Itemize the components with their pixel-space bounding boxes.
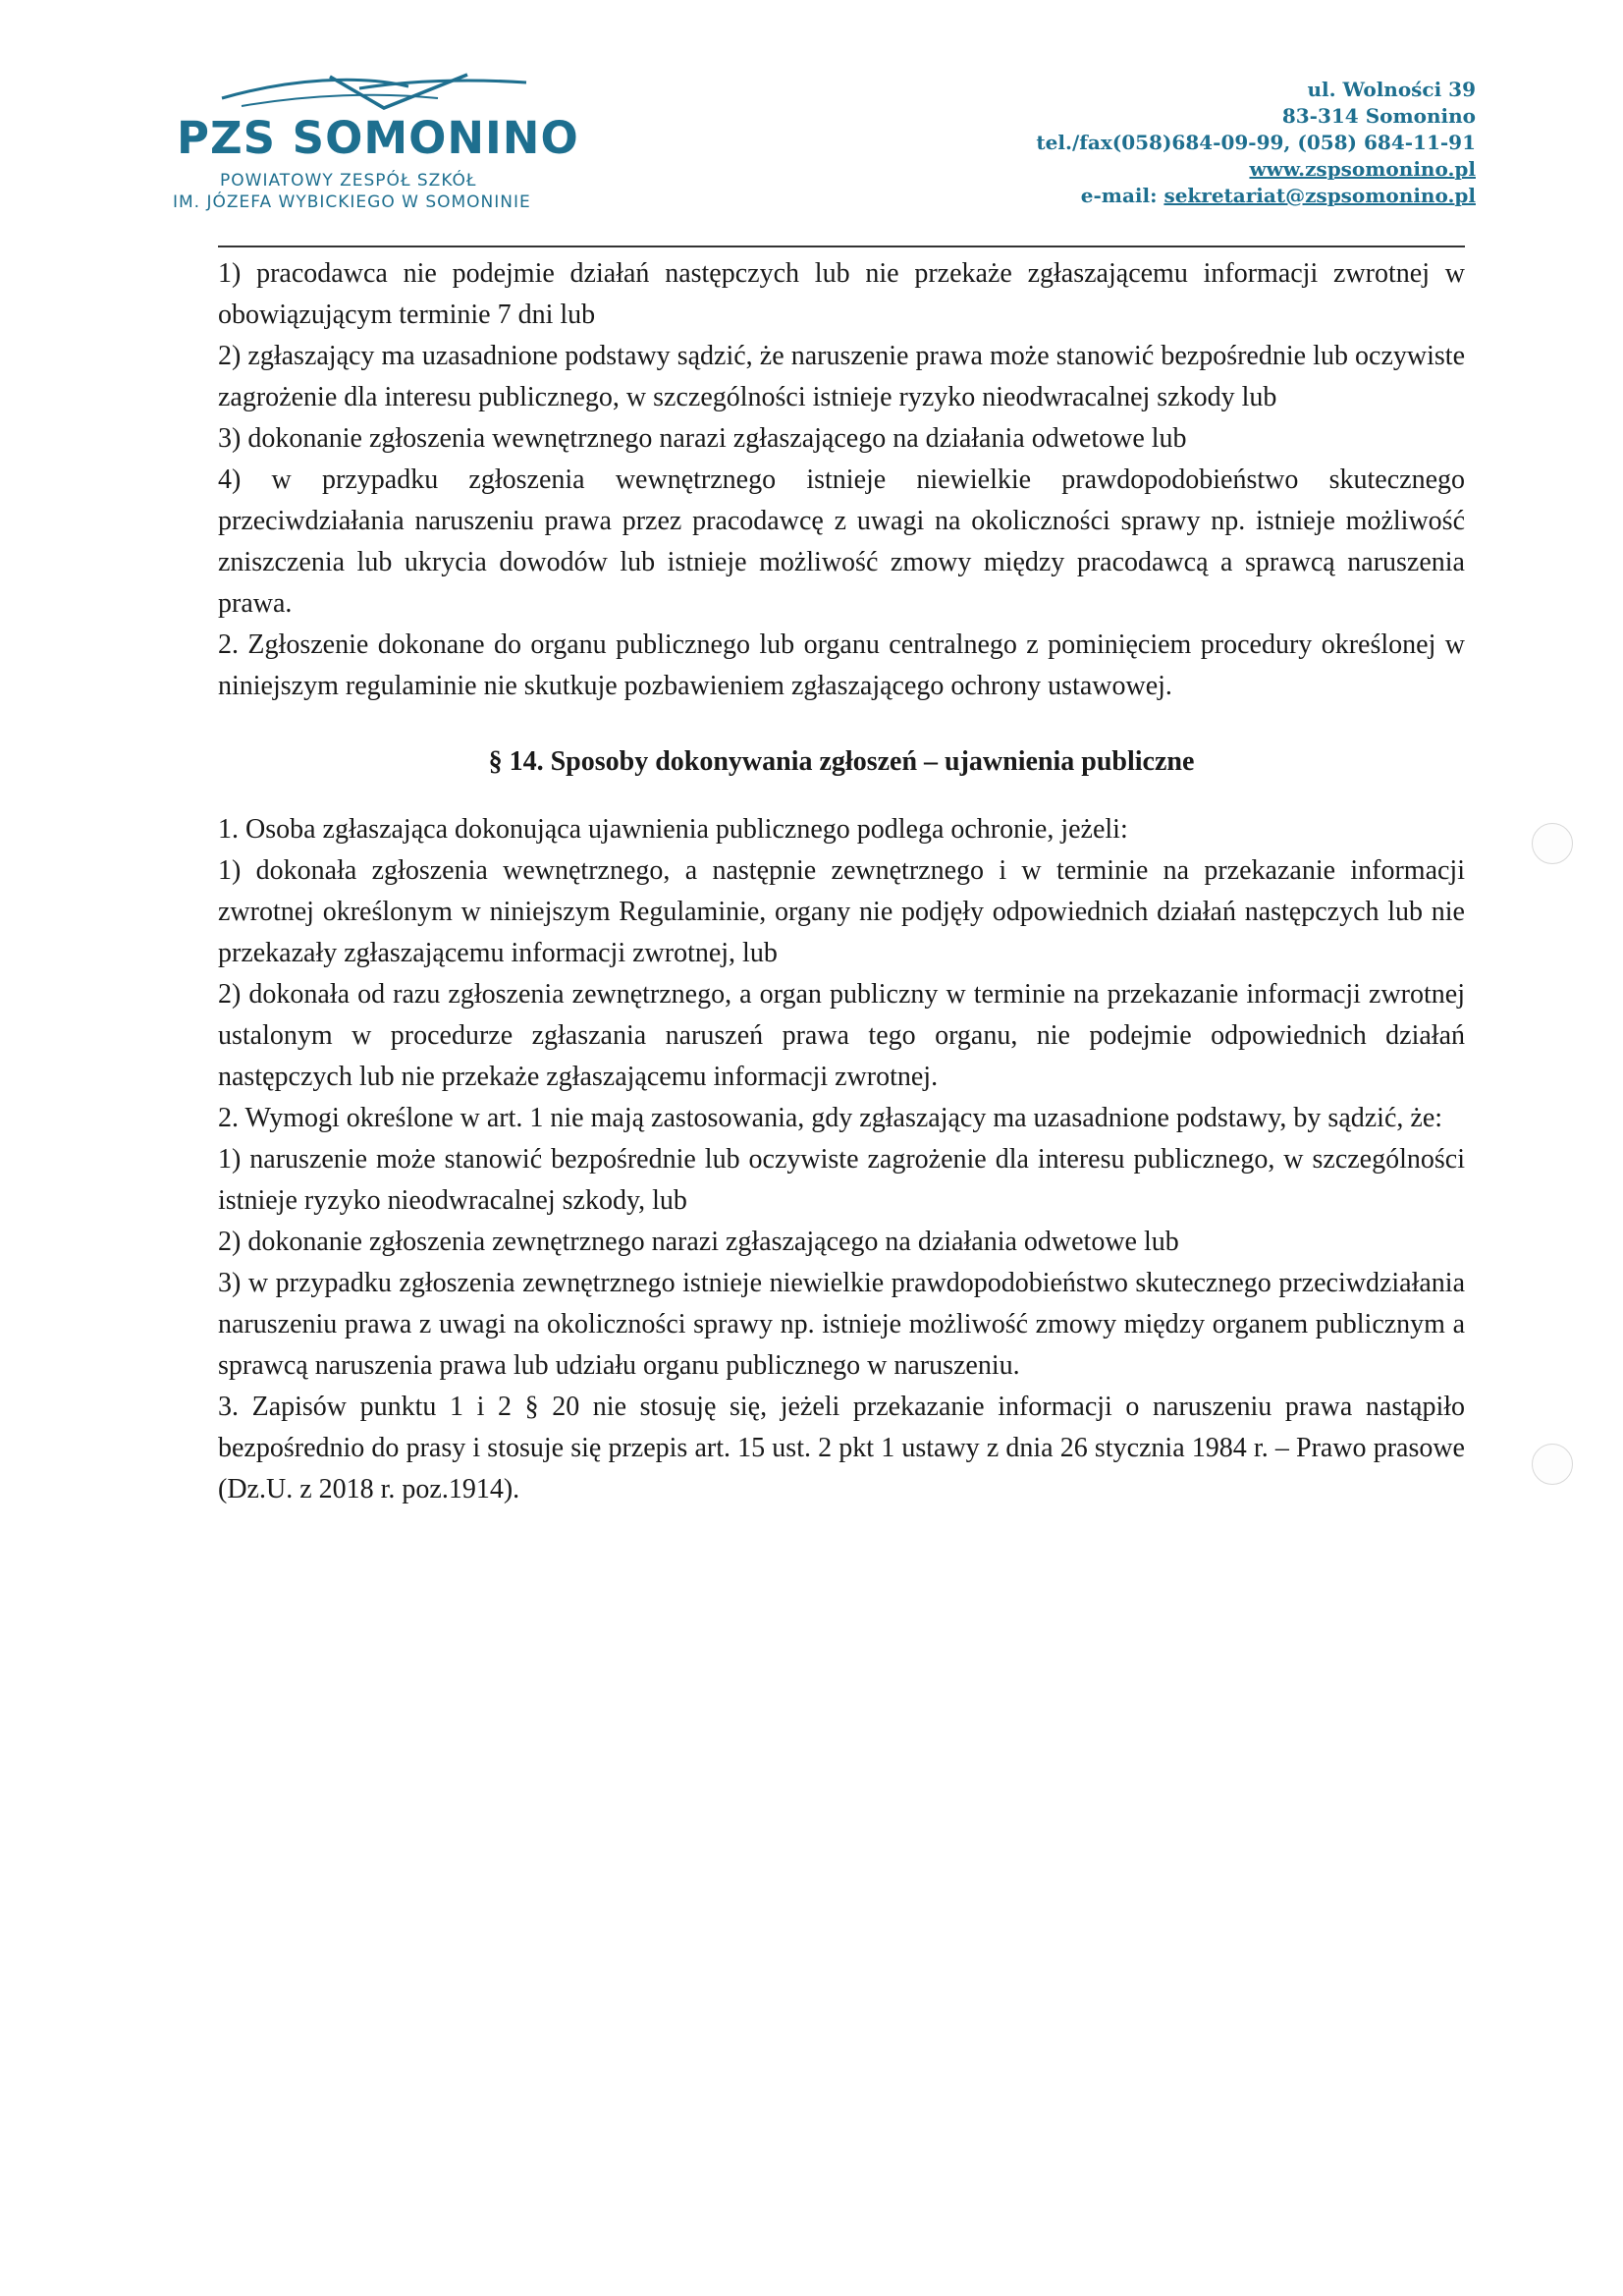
website-link[interactable]: www.zspsomonino.pl [1249, 157, 1476, 181]
paragraph: 2) zgłaszający ma uzasadnione podstawy sądzić, że naruszenie prawa może stanowić bezpośrednie lub oczywiste zagrożenie dla interesu publicznego, w szczególności istnieje ryzyko nieodwracalnej szkody lub [218, 341, 1465, 412]
logo-subtitle-line2: IM. JÓZEFA WYBICKIEGO W SOMONINIE [173, 192, 531, 212]
paragraph: 2. Zgłoszenie dokonane do organu publicznego lub organu centralnego z pominięciem procedury określonej w niniejszym regulaminie nie skutkuje pozbawieniem zgłaszającego ochrony ustawowej. [218, 629, 1465, 701]
email-link[interactable]: sekretariat@zspsomonino.pl [1163, 184, 1476, 207]
paragraph: 2) dokonała od razu zgłoszenia zewnętrznego, a organ publiczny w terminie na przekazanie informacji zwrotnej ustalonym w procedurze zgłaszania naruszeń prawa tego organu, nie podejmie odpowiednich działań następczych lub nie przekaże zgłaszającemu informacji zwrotnej. [218, 979, 1465, 1092]
punch-hole-mark [1532, 1444, 1573, 1485]
logo-subtitle-line1: POWIATOWY ZESPÓŁ SZKÓŁ [220, 171, 477, 191]
paragraph: 1) pracodawca nie podejmie działań następczych lub nie przekaże zgłaszającemu informacji zwrotnej w obowiązującym terminie 7 dni lub [218, 258, 1465, 330]
paragraph: 1) naruszenie może stanowić bezpośrednie lub oczywiste zagrożenie dla interesu publicznego, w szczególności istnieje ryzyko nieodwracalnej szkody, lub [218, 1144, 1465, 1216]
punch-hole-mark [1532, 823, 1573, 864]
paragraph: 1. Osoba zgłaszająca dokonująca ujawnienia publicznego podlega ochronie, jeżeli: [218, 814, 1128, 845]
contact-block [1036, 77, 1476, 209]
document-body [218, 253, 1465, 1510]
phone-number: tel./fax(058)684-09-99, (058) 684-11-91 [1036, 131, 1476, 154]
email-label: e-mail: [1080, 184, 1164, 207]
address-city: 83-314 Somonino [1281, 104, 1476, 128]
logo-swoosh-icon [212, 69, 536, 114]
paragraph: 4) w przypadku zgłoszenia wewnętrznego istnieje niewielkie prawdopodobieństwo skutecznego przeciwdziałania naruszeniu prawa przez pracodawcę z uwagi na okoliczności sprawy np. istnieje możliwość zniszczenia lub ukrycia dowodów lub istnieje możliwość zmowy między pracodawcą a sprawcą naruszenia prawa. [218, 465, 1465, 619]
paragraph: 3) w przypadku zgłoszenia zewnętrznego istnieje niewielkie prawdopodobieństwo skutecznego przeciwdziałania naruszeniu prawa z uwagi na okoliczności sprawy np. istnieje możliwość zmowy między organem publicznym a sprawcą naruszenia prawa lub udziału organu publicznego w naruszeniu. [218, 1268, 1465, 1381]
letterhead [0, 0, 1623, 255]
school-logo [173, 63, 585, 210]
paragraph: 1) dokonała zgłoszenia wewnętrznego, a następnie zewnętrznego i w terminie na przekazanie informacji zwrotnej określonym w niniejszym Regulaminie, organy nie podjęły odpowiednich działań następczych lub nie przekazały zgłaszającemu informacji zwrotnej, lub [218, 855, 1465, 968]
paragraph: 3. Zapisów punktu 1 i 2 § 20 nie stosuję się, jeżeli przekazanie informacji o naruszeniu prawa nastąpiło bezpośrednio do prasy i stosuje się przepis art. 15 ust. 2 pkt 1 ustawy z dnia 26 stycznia 1984 r. – Prawo prasowe (Dz.U. z 2018 r. poz.1914). [218, 1392, 1465, 1504]
section-heading: § 14. Sposoby dokonywania zgłoszeń – ujawnienia publiczne [488, 746, 1195, 777]
paragraph: 3) dokonanie zgłoszenia wewnętrznego narazi zgłaszającego na działania odwetowe lub [218, 423, 1187, 454]
paragraph: 2. Wymogi określone w art. 1 nie mają zastosowania, gdy zgłaszający ma uzasadnione podstawy, by sądzić, że: [218, 1103, 1443, 1133]
address-street: ul. Wolności 39 [1307, 78, 1476, 101]
paragraph: 2) dokonanie zgłoszenia zewnętrznego narazi zgłaszającego na działania odwetowe lub [218, 1227, 1179, 1257]
header-divider [218, 246, 1465, 247]
logo-name: PZS SOMONINO [177, 112, 579, 164]
